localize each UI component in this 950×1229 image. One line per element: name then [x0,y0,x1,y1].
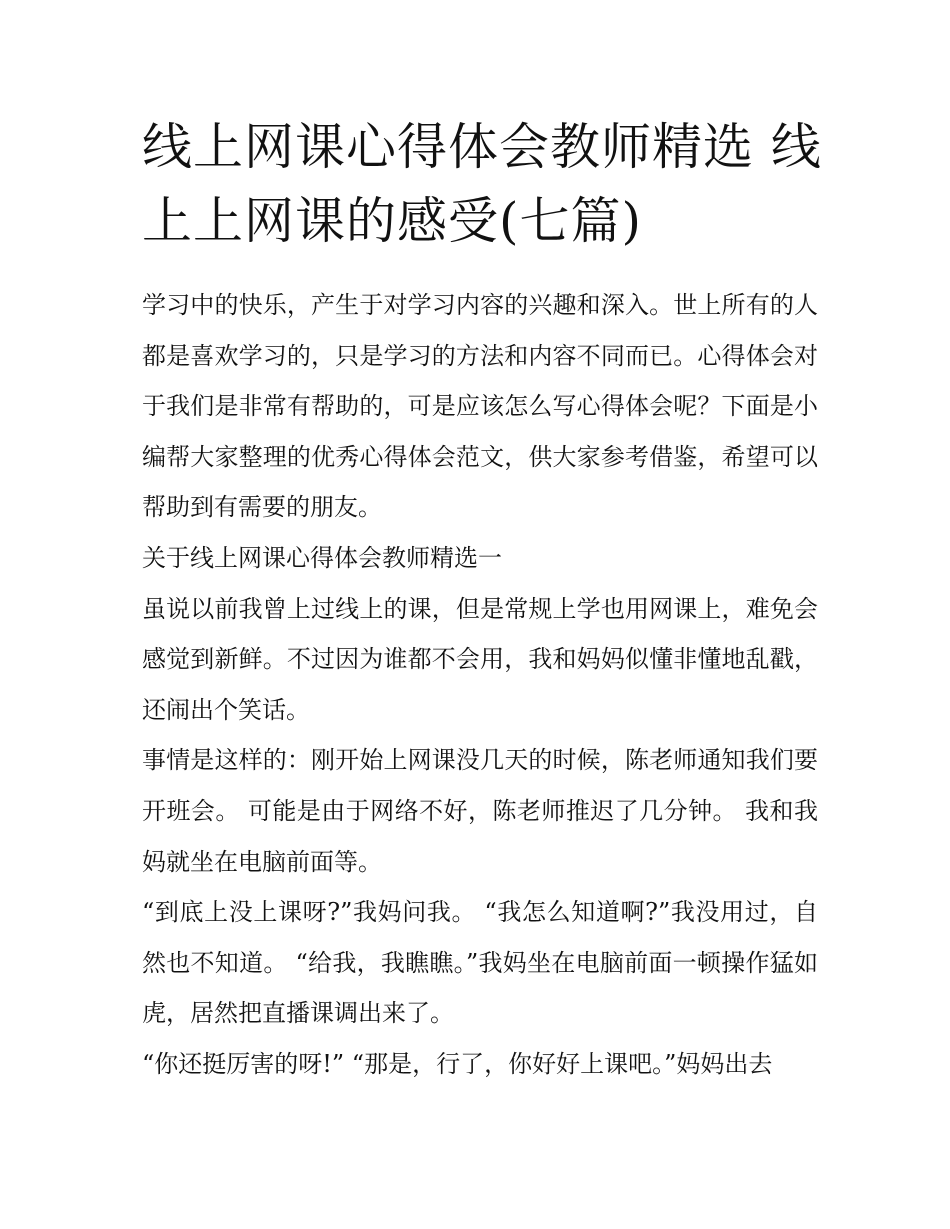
section-heading: 关于线上网课心得体会教师精选一 [142,543,502,572]
body-paragraph: 事情是这样的：刚开始上网课没几天的时候，陈老师通知我们要开班会。 可能是由于网络不好，陈老师推迟了几分钟。 我和我妈就坐在电脑前面等。 [142,746,818,876]
body-paragraph: 虽说以前我曾上过线上的课，但是常规上学也用网课上，难免会感觉到新鲜。不过因为谁都不会用，我和妈妈似懂非懂地乱戳，还闹出个笑话。 [142,594,818,724]
body-paragraph: “你还挺厉害的呀!” “那是，行了，你好好上课吧。”妈妈出去 [142,1049,773,1078]
intro-paragraph: 学习中的快乐，产生于对学习内容的兴趣和深入。世上所有的人都是喜欢学习的，只是学习的方法和内容不同而已。心得体会对于我们是非常有帮助的，可是应该怎么写心得体会呢？下面是小编帮大家整理的优秀心得体会范文，供大家参考借鉴，希望可以帮助到有需要的朋友。 [142,291,818,522]
document-body [142,280,818,1090]
document-title: 线上网课心得体会教师精选 线上上网课的感受(七篇) [142,118,822,250]
body-paragraph: “到底上没上课呀?”我妈问我。 “我怎么知道啊?”我没用过，自然也不知道。 “给我，我瞧瞧。”我妈坐在电脑前面一顿操作猛如虎，居然把直播课调出来了。 [142,898,818,1028]
